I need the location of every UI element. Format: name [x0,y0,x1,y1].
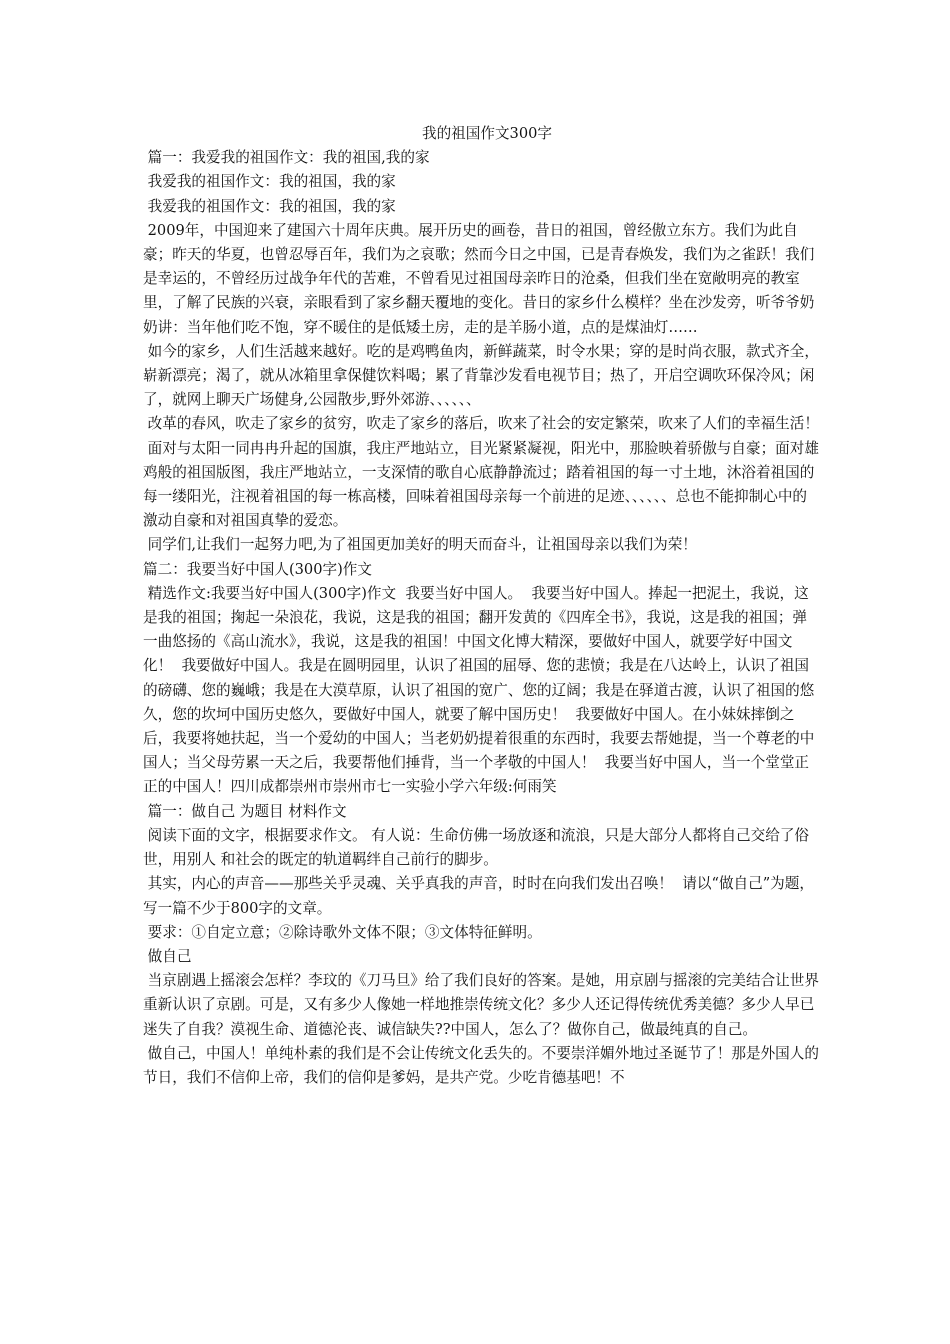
paragraph: 同学们,让我们一起努力吧,为了祖国更加美好的明天而奋斗，让祖国母亲以我们为荣！ [143,536,697,554]
paragraph: 篇一：我爱我的祖国作文：我的祖国,我的家 [143,149,430,167]
paragraph: 改革的春风，吹走了家乡的贫穷，吹走了家乡的落后，吹来了社会的安定繁荣，吹来了人们的幸福生活！ [143,415,819,433]
essay-title: 做自己 [143,947,192,965]
paragraph: 做自己，中国人！单纯朴素的我们是不会让传统文化丢失的。不要崇洋媚外地过圣诞节了！那是外国人的节日，我们不信仰上帝，我们的信仰是爹妈，是共产党。少吃肯德基吧！不 [143,1044,819,1086]
paragraph: 2009年，中国迎来了建国六十周年庆典。展开历史的画卷，昔日的祖国，曾经傲立东方。我们为此自豪；昨天的华夏，也曾忍辱百年，我们为之哀歌；然而今日之中国，已是青春焕发，我们为之雀跃！我们是幸运的，不曾经历过战争年代的苦难，不曾看见过祖国母亲昨日的沧桑，但我们坐在宽敞明亮的教室里，了解了民族的兴衰，亲眼看到了家乡翻天覆地的变化。昔日的家乡什么模样？坐在沙发旁，听爷爷奶奶讲：当年他们吃不饱，穿不暖住的是低矮土房，走的是羊肠小道，点的是煤油灯…… [143,221,815,336]
section-heading: 篇二：我要当好中国人(300字)作文 [143,560,372,578]
document-page [143,122,821,1090]
paragraph: 精选作文:我要当好中国人(300字)作文 我要当好中国人。 我要当好中国人。捧起一把泥土，我说，这是我的祖国；掬起一朵浪花，我说，这是我的祖国；翻开发黄的《四库全书》，我说，这是我的祖国；弹一曲悠扬的《高山流水》，我说，这是我的祖国！中国文化博大精深，要做好中国人，就要学好中国文化！ 我要做好中国人。我是在圆明园里，认识了祖国的屈辱、您的悲愤；我是在八达岭上，认识了祖国的磅礴、您的巍峨；我是在大漠草原，认识了祖国的宽广、您的辽阔；我是在驿道古渡，认识了祖国的悠久，您的坎坷中国历史悠久，要做好中国人，就要了解中国历史！ 我要做好中国人。在小妹妹摔倒之后，我要将她扶起，当一个爱幼的中国人；当老奶奶提着很重的东西时，我要去帮她提，当一个尊老的中国人；当父母劳累一天之后，我要帮他们捶背，当一个孝敬的中国人！ 我要当好中国人，当一个堂堂正正的中国人！四川成都崇州市崇州市七一实验小学六年级:何雨笑 [143,584,815,796]
paragraph: 阅读下面的文字，根据要求作文。 有人说：生命仿佛一场放逐和流浪，只是大部分人都将自己交给了俗世，用别人 和社会的既定的轨道羁绊自己前行的脚步。 [143,826,810,869]
document-title: 我的祖国作文300字 [421,125,552,142]
paragraph: 我爱我的祖国作文：我的祖国，我的家 [143,197,396,215]
paragraph: 面对与太阳一同冉冉升起的国旗，我庄严地站立，目光紧紧凝视，阳光中，那脸映着骄傲与自豪；面对雄鸡般的祖国版图，我庄严地站立，一支深情的歌自心底静静流过；踏着祖国的每一寸土地，沐浴着祖国的每一缕阳光，注视着祖国的每一栋高楼，回味着祖国母亲每一个前进的足迹、、、、、、总也不能抑制心中的激动自豪和对祖国真挚的爱恋。 [143,439,819,530]
paragraph: 如今的家乡，人们生活越来越好。吃的是鸡鸭鱼肉，新鲜蔬菜，时令水果；穿的是时尚衣服，款式齐全，崭新漂亮；渴了，就从冰箱里拿保健饮料喝；累了背靠沙发看电视节目；热了，开启空调吹环保冷风；闲了，就网上聊天广场健身,公园散步,野外郊游、、、、、、 [143,342,819,409]
paragraph: 其实，内心的声音——那些关乎灵魂、关乎真我的声音，时时在向我们发出召唤！ 请以“做自己”为题，写一篇不少于800字的文章。 [143,875,814,917]
paragraph: 要求：①自定立意；②除诗歌外文体不限；③文体特征鲜明。 [143,923,542,941]
section-heading: 篇一：做自己 为题目 材料作文 [143,802,347,820]
paragraph: 当京剧遇上摇滚会怎样？李玟的《刀马旦》给了我们良好的答案。是她，用京剧与摇滚的完美结合让世界重新认识了京剧。可是，又有多少人像她一样地推崇传统文化？多少人还记得传统优秀美德？多少人早已迷失了自我？漠视生命、道德沦丧、诚信缺失??中国人，怎么了？做你自己，做最纯真的自己。 [143,972,819,1038]
paragraph: 我爱我的祖国作文：我的祖国，我的家 [143,173,396,191]
